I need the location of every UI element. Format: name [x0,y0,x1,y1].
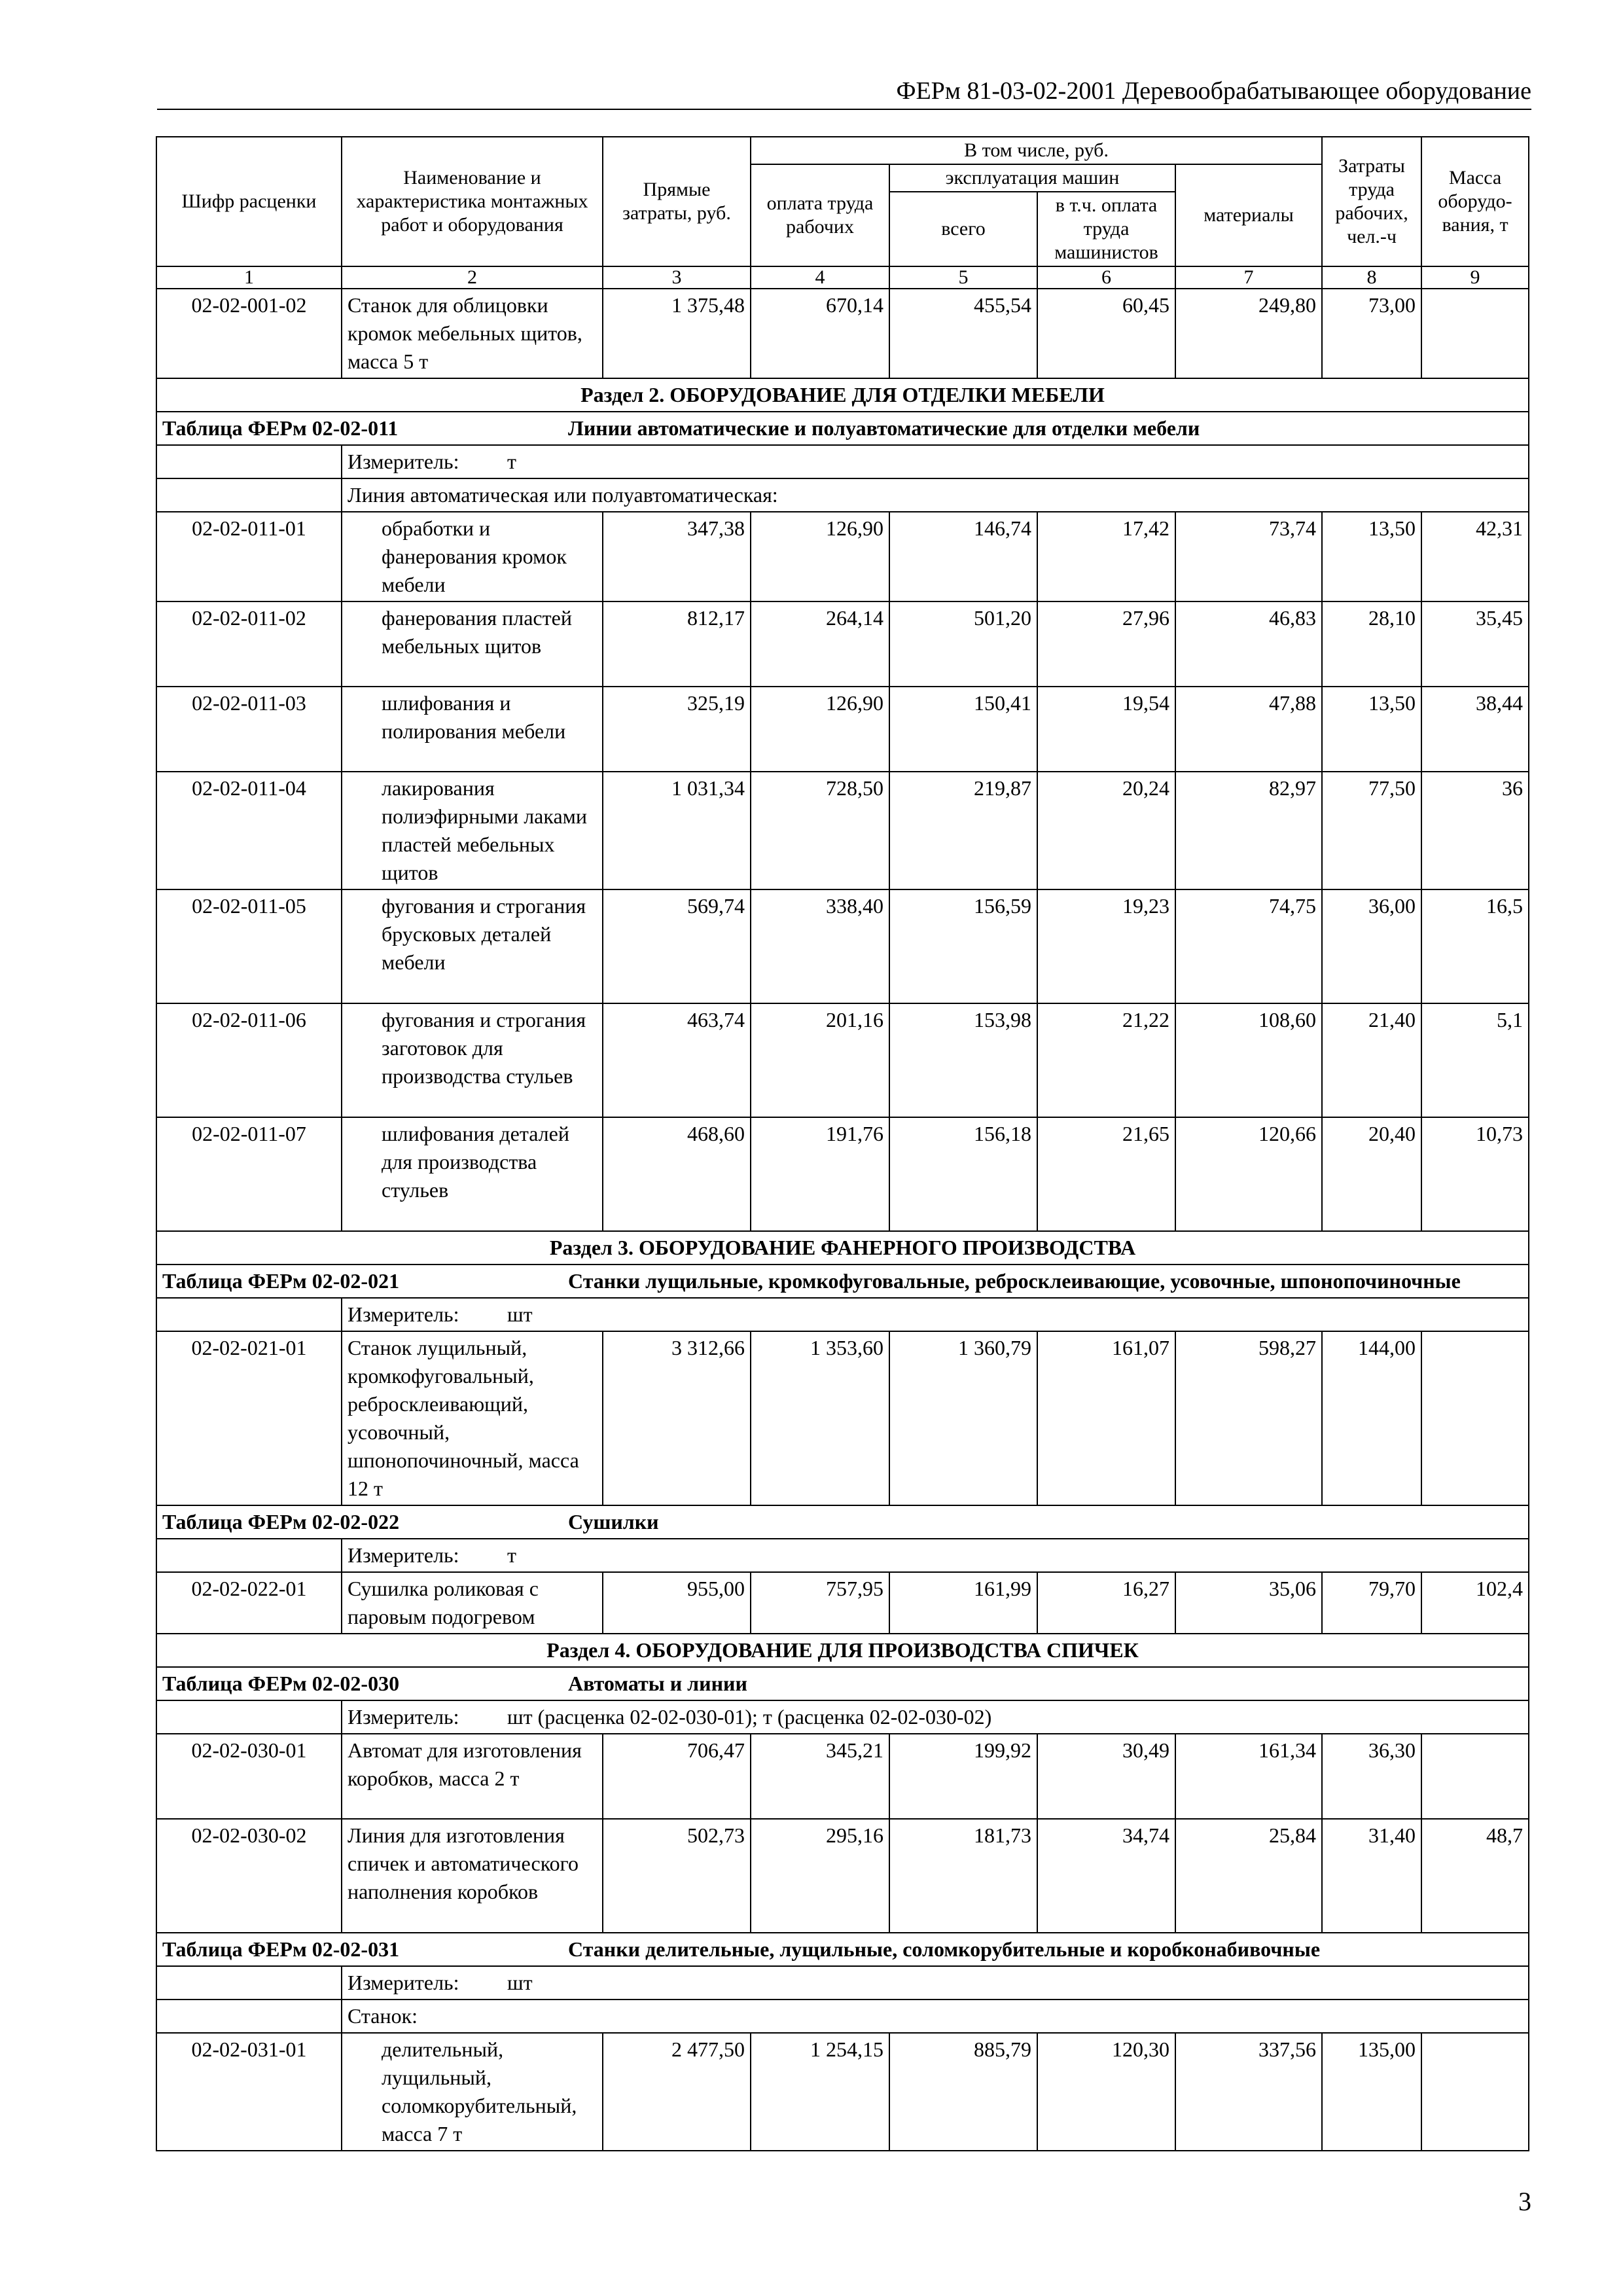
group-label: Станок: [342,2000,1529,2033]
table-heading-row [156,1505,1529,1539]
row-value: 25,84 [1175,1819,1322,1933]
measure-row [156,1539,1529,1572]
row-value: 706,47 [603,1734,751,1819]
measure-value: т [507,450,516,473]
row-value: 120,30 [1037,2033,1175,2151]
table-row [156,1734,1529,1819]
row-value: 201,16 [751,1003,889,1117]
table-label: Таблица ФЕРм 02-02-021 [162,1269,400,1293]
table-heading-row [156,1933,1529,1966]
measure-value: шт [507,1302,533,1326]
row-value: 455,54 [889,289,1037,378]
row-value: 21,65 [1037,1117,1175,1231]
row-value: 82,97 [1175,772,1322,889]
row-code: 02-02-031-01 [156,2033,342,2151]
row-name: лакирования полиэфирными лаками пластей мебельных щитов [342,772,603,889]
row-value: 347,38 [603,512,751,601]
row-value: 1 375,48 [603,289,751,378]
col-header-mach-total: всего [889,192,1037,266]
col-number: 5 [889,266,1037,289]
table-row [156,1331,1529,1505]
row-value: 191,76 [751,1117,889,1231]
measure-label: Измеритель: [348,1705,459,1729]
row-code: 02-02-011-02 [156,601,342,687]
row-value: 126,90 [751,512,889,601]
row-value: 16,27 [1037,1572,1175,1634]
table-heading-row [156,1667,1529,1700]
col-header-direct: Прямые затраты, руб. [603,137,751,266]
row-value: 5,1 [1421,1003,1529,1117]
measure-value: шт (расценка 02-02-030-01); т (расценка 02-02-030-02) [507,1705,992,1729]
page-number: 3 [1518,2187,1531,2216]
table-heading [156,412,1529,445]
measure-blank [156,445,342,478]
row-value: 757,95 [751,1572,889,1634]
row-value: 13,50 [1322,512,1421,601]
row-value: 337,56 [1175,2033,1322,2151]
row-value: 20,24 [1037,772,1175,889]
row-value [1421,1331,1529,1505]
table-title: Автоматы и линии [568,1672,747,1695]
document-header: ФЕРм 81-03-02-2001 Деревообрабатывающее оборудование [157,73,1531,110]
row-value: 468,60 [603,1117,751,1231]
row-name: Автомат для изготовления коробков, масса 2 т [342,1734,603,1819]
row-value: 199,92 [889,1734,1037,1819]
row-value: 120,66 [1175,1117,1322,1231]
col-number: 2 [342,266,603,289]
row-value: 345,21 [751,1734,889,1819]
row-value: 46,83 [1175,601,1322,687]
row-value: 812,17 [603,601,751,687]
section-title: Раздел 4. ОБОРУДОВАНИЕ ДЛЯ ПРОИЗВОДСТВА СПИЧЕК [156,1634,1529,1667]
row-value: 102,4 [1421,1572,1529,1634]
row-name: Линия для изготовления спичек и автоматического наполнения коробков [342,1819,603,1933]
measure-cell [342,1298,1529,1331]
col-number: 4 [751,266,889,289]
row-value: 885,79 [889,2033,1037,2151]
row-value: 502,73 [603,1819,751,1933]
row-value: 219,87 [889,772,1037,889]
measure-cell [342,1700,1529,1734]
row-value: 77,50 [1322,772,1421,889]
row-value: 264,14 [751,601,889,687]
row-name: Сушилка роликовая с паровым подогревом [342,1572,603,1634]
row-value: 161,07 [1037,1331,1175,1505]
table-heading-row [156,412,1529,445]
row-value: 27,96 [1037,601,1175,687]
row-value: 249,80 [1175,289,1322,378]
row-value: 34,74 [1037,1819,1175,1933]
col-header-incl: В том числе, руб. [751,137,1322,164]
row-value: 31,40 [1322,1819,1421,1933]
row-code: 02-02-021-01 [156,1331,342,1505]
table-title: Сушилки [568,1510,659,1534]
measure-blank [156,1539,342,1572]
row-name: фугования и строгания брусковых деталей мебели [342,889,603,1003]
row-name: шлифования деталей для производства стульев [342,1117,603,1231]
row-value: 144,00 [1322,1331,1421,1505]
measure-cell [342,1966,1529,2000]
row-value: 42,31 [1421,512,1529,601]
row-code: 02-02-001-02 [156,289,342,378]
table-row [156,687,1529,772]
row-value: 47,88 [1175,687,1322,772]
row-code: 02-02-022-01 [156,1572,342,1634]
measure-row [156,1700,1529,1734]
row-value: 36 [1421,772,1529,889]
col-number: 9 [1421,266,1529,289]
table-row [156,1819,1529,1933]
group-row [156,2000,1529,2033]
row-value: 501,20 [889,601,1037,687]
measure-row [156,1966,1529,2000]
group-row [156,478,1529,512]
table-label: Таблица ФЕРм 02-02-011 [162,416,399,440]
measure-label: Измеритель: [348,1302,459,1326]
row-value: 1 254,15 [751,2033,889,2151]
row-value: 463,74 [603,1003,751,1117]
row-value: 598,27 [1175,1331,1322,1505]
table-heading-row [156,1265,1529,1298]
measure-blank [156,1966,342,2000]
row-name: обработки и фанерования кромок мебели [342,512,603,601]
row-value: 16,5 [1421,889,1529,1003]
row-value: 1 360,79 [889,1331,1037,1505]
row-value: 21,40 [1322,1003,1421,1117]
row-value: 325,19 [603,687,751,772]
table-title: Станки лущильные, кромкофуговальные, ребросклеивающие, усовочные, шпонопочиночные [568,1269,1461,1293]
measure-label: Измеритель: [348,1543,459,1567]
col-number: 3 [603,266,751,289]
row-code: 02-02-011-03 [156,687,342,772]
row-name: Станок лущильный, кромкофуговальный, ребросклеивающий, усовочный, шпонопочиночный, масса 12 т [342,1331,603,1505]
col-header-materials: материалы [1175,164,1322,266]
row-name: делительный, лущильный, соломкорубительный, масса 7 т [342,2033,603,2151]
row-value: 74,75 [1175,889,1322,1003]
row-value: 181,73 [889,1819,1037,1933]
row-name: Станок для облицовки кромок мебельных щитов, масса 5 т [342,289,603,378]
measure-cell [342,1539,1529,1572]
measure-value: шт [507,1971,533,1994]
row-value: 569,74 [603,889,751,1003]
table-row [156,889,1529,1003]
section-title: Раздел 3. ОБОРУДОВАНИЕ ФАНЕРНОГО ПРОИЗВОДСТВА [156,1231,1529,1265]
section-row [156,1634,1529,1667]
table-heading [156,1667,1529,1700]
row-code: 02-02-011-04 [156,772,342,889]
measure-label: Измеритель: [348,1971,459,1994]
col-number: 1 [156,266,342,289]
table-row [156,772,1529,889]
row-code: 02-02-030-02 [156,1819,342,1933]
row-name: фугования и строгания заготовок для производства стульев [342,1003,603,1117]
row-value: 1 353,60 [751,1331,889,1505]
row-value: 13,50 [1322,687,1421,772]
row-value [1421,289,1529,378]
measure-blank [156,1298,342,1331]
col-header-labor-cost: Затраты труда рабочих, чел.-ч [1322,137,1421,266]
row-value [1421,1734,1529,1819]
table-row [156,601,1529,687]
row-code: 02-02-011-06 [156,1003,342,1117]
price-table [156,136,1529,2151]
row-value: 135,00 [1322,2033,1421,2151]
row-value: 955,00 [603,1572,751,1634]
measure-cell [342,445,1529,478]
row-value: 21,22 [1037,1003,1175,1117]
measure-blank [156,1700,342,1734]
row-value: 2 477,50 [603,2033,751,2151]
row-value: 156,18 [889,1117,1037,1231]
col-number: 6 [1037,266,1175,289]
measure-row [156,445,1529,478]
row-value: 19,23 [1037,889,1175,1003]
col-number: 8 [1322,266,1421,289]
row-code: 02-02-011-01 [156,512,342,601]
row-value: 36,30 [1322,1734,1421,1819]
row-value: 35,06 [1175,1572,1322,1634]
row-value: 20,40 [1322,1117,1421,1231]
row-value: 79,70 [1322,1572,1421,1634]
row-value: 670,14 [751,289,889,378]
col-header-name: Наименование и характеристика монтажных работ и оборудования [342,137,603,266]
measure-label: Измеритель: [348,450,459,473]
row-value: 30,49 [1037,1734,1175,1819]
section-row [156,1231,1529,1265]
table-title: Станки делительные, лущильные, соломкорубительные и коробконабивочные [568,1937,1321,1961]
row-value: 48,7 [1421,1819,1529,1933]
table-heading [156,1933,1529,1966]
table-label: Таблица ФЕРм 02-02-031 [162,1937,400,1961]
row-value: 161,99 [889,1572,1037,1634]
row-value: 19,54 [1037,687,1175,772]
row-value: 38,44 [1421,687,1529,772]
table-row [156,2033,1529,2151]
row-value: 1 031,34 [603,772,751,889]
measure-row [156,1298,1529,1331]
group-blank [156,478,342,512]
col-number: 7 [1175,266,1322,289]
table-title: Линии автоматические и полуавтоматические для отделки мебели [568,416,1200,440]
row-code: 02-02-011-07 [156,1117,342,1231]
section-row [156,378,1529,412]
table-label: Таблица ФЕРм 02-02-030 [162,1672,400,1695]
row-value: 36,00 [1322,889,1421,1003]
row-value: 73,74 [1175,512,1322,601]
row-name: шлифования и полирования мебели [342,687,603,772]
row-value: 108,60 [1175,1003,1322,1117]
row-value: 10,73 [1421,1117,1529,1231]
table-heading [156,1265,1529,1298]
col-header-mach-pay: в т.ч. оплата труда машинистов [1037,192,1175,266]
row-value: 60,45 [1037,289,1175,378]
row-value: 338,40 [751,889,889,1003]
group-blank [156,2000,342,2033]
table-row [156,1003,1529,1117]
row-value: 156,59 [889,889,1037,1003]
col-header-machines: эксплуатация машин [889,164,1175,192]
section-title: Раздел 2. ОБОРУДОВАНИЕ ДЛЯ ОТДЕЛКИ МЕБЕЛИ [156,378,1529,412]
row-value: 150,41 [889,687,1037,772]
row-value: 35,45 [1421,601,1529,687]
row-name: фанерования пластей мебельных щитов [342,601,603,687]
col-header-labor-pay: оплата труда рабочих [751,164,889,266]
row-value: 17,42 [1037,512,1175,601]
row-code: 02-02-011-05 [156,889,342,1003]
row-value: 28,10 [1322,601,1421,687]
table-row [156,1572,1529,1634]
row-code: 02-02-030-01 [156,1734,342,1819]
col-header-mass: Масса оборудо-вания, т [1421,137,1529,266]
row-value [1421,2033,1529,2151]
table-label: Таблица ФЕРм 02-02-022 [162,1510,400,1534]
table-row [156,289,1529,378]
row-value: 728,50 [751,772,889,889]
row-value: 126,90 [751,687,889,772]
table-row [156,512,1529,601]
col-header-code: Шифр расценки [156,137,342,266]
row-value: 153,98 [889,1003,1037,1117]
row-value: 3 312,66 [603,1331,751,1505]
group-label: Линия автоматическая или полуавтоматическая: [342,478,1529,512]
row-value: 146,74 [889,512,1037,601]
row-value: 295,16 [751,1819,889,1933]
row-value: 161,34 [1175,1734,1322,1819]
measure-value: т [507,1543,516,1567]
row-value: 73,00 [1322,289,1421,378]
table-row [156,1117,1529,1231]
table-heading [156,1505,1529,1539]
